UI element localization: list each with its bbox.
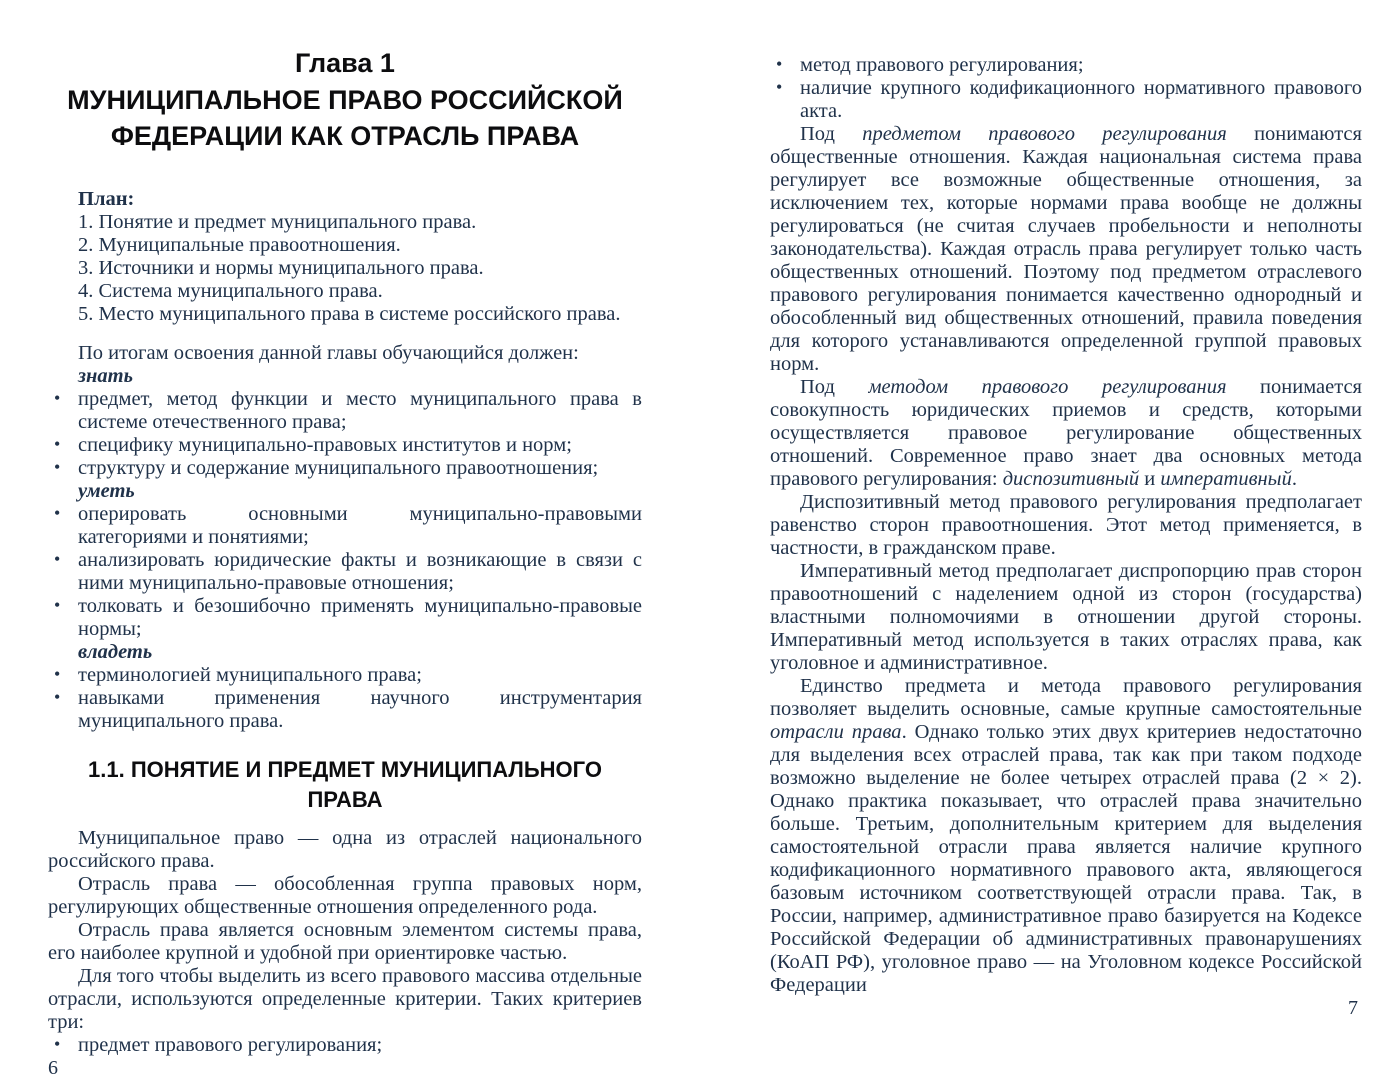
- plan-list: [78, 211, 642, 326]
- bullet-text: структуру и содержание муниципального правоотношения;: [78, 457, 599, 479]
- bullet-list-top: [770, 54, 1362, 123]
- section-heading: 1.1. ПОНЯТИЕ И ПРЕДМЕТ МУНИЦИПАЛЬНОГО ПРАВА: [88, 757, 602, 812]
- text-run: Под: [800, 376, 869, 398]
- bullet-text: толковать и безошибочно применять муниципально-правовые нормы;: [78, 595, 642, 640]
- bullet-text: терминологией муниципального права;: [78, 664, 422, 686]
- text-run: Муниципальное право — одна из отраслей национального российского права.: [48, 827, 642, 872]
- bullet-text: наличие крупного кодификационного нормативного правового акта.: [800, 77, 1362, 122]
- outcome-marker: владеть: [78, 641, 153, 663]
- paragraph: [48, 873, 642, 919]
- bullet-item: [770, 77, 1362, 123]
- text-run: Диспозитивный метод правового регулирования предполагает равенство сторон правоотношения. Этот метод применяется, в частности, в гражданском праве.: [770, 491, 1362, 559]
- bullet-marker-icon: •: [776, 54, 783, 74]
- bullet-marker-icon: •: [54, 595, 61, 615]
- text-run: Отрасль права является основным элементом системы права, его наиболее крупной и удобной при ориентировке частью.: [48, 919, 642, 964]
- paragraph: [770, 491, 1362, 560]
- bullet-marker-icon: •: [776, 77, 783, 97]
- bullet-text: оперировать основными муниципально-правовыми категориями и понятиями;: [78, 503, 642, 548]
- italic-run: методом правового регулирования: [868, 376, 1227, 398]
- bullet-item: [48, 549, 642, 595]
- paragraph: [770, 560, 1362, 675]
- plan-label: План:: [78, 188, 135, 210]
- text-run: Императивный метод предполагает диспропорцию прав сторон правоотношений с наделением одной из сторон (государства) властными полномочиями в отношении другой стороны. Императивный метод используется в таких отраслях права, как уголовное и административное.: [770, 560, 1362, 674]
- bullet-item: [48, 434, 642, 457]
- plan-item: 4. Система муниципального права.: [78, 280, 383, 302]
- text-run: понимается совокупность юридических приемов и средств, которыми осуществляется правовое регулирование общественных отношений. Современное право знает два основных метода правового регулирования:: [770, 376, 1362, 490]
- text-run: и: [1139, 468, 1161, 490]
- text-run: Отрасль права — обособленная группа правовых норм, регулирующих общественные отношения определенного рода.: [48, 873, 642, 918]
- plan-item: 5. Место муниципального права в системе российского права.: [78, 303, 621, 325]
- italic-run: императивный: [1160, 468, 1292, 490]
- paragraph: [48, 919, 642, 965]
- intro-paragraph: По итогам освоения данной главы обучающийся должен:: [78, 342, 579, 364]
- bullet-item: [48, 388, 642, 434]
- bullet-text: специфику муниципально-правовых институтов и норм;: [78, 434, 572, 456]
- bullet-marker-icon: •: [54, 549, 61, 569]
- bullet-item: [48, 687, 642, 733]
- bullet-text: анализировать юридические факты и возникающие в связи с ними муниципально-правовые отношения;: [78, 549, 642, 594]
- bullet-text: навыками применения научного инструментария муниципального права.: [78, 687, 642, 732]
- bullet-text: метод правового регулирования;: [800, 54, 1084, 76]
- bullet-item: [48, 503, 642, 549]
- text-run: Для того чтобы выделить из всего правового массива отдельные отрасли, используются определенные критерии. Таких критериев три:: [48, 965, 642, 1033]
- outcomes-list: [48, 365, 642, 733]
- body-paragraphs-right: [770, 123, 1362, 997]
- paragraph: [770, 123, 1362, 376]
- bullet-item: [48, 1034, 642, 1057]
- text-run: . Однако только этих двух критериев недостаточно для выделения всех отраслей права, так как при таком подходе возможно выделение не более четырех отраслей права (2 × 2). Однако практика показывает, что отраслей права значительно больше. Третьим, дополнительным критерием для выделения самостоятельной отрасли права является наличие крупного кодификационного нормативного правового акта, являющегося базовым источником соответствующей отрасли права. Так, в России, например, административное право базируется на Кодексе Российской Федерации об административных правонарушениях (КоАП РФ), уголовное право — на Уголовном кодексе Российской Федерации: [770, 721, 1362, 996]
- bullet-marker-icon: •: [54, 1034, 61, 1054]
- text-run: Единство предмета и метода правового регулирования позволяет выделить основные, самые крупные самостоятельные: [770, 675, 1362, 720]
- italic-run: диспозитивный: [1002, 468, 1140, 490]
- bullet-marker-icon: •: [54, 434, 61, 454]
- paragraph: [770, 376, 1362, 491]
- italic-run: предметом правового регулирования: [862, 123, 1227, 145]
- bullet-marker-icon: •: [54, 687, 61, 707]
- bullet-item: [48, 664, 642, 687]
- paragraph: [48, 827, 642, 873]
- bullet-item: [48, 595, 642, 641]
- page-number-right: 7: [1348, 997, 1358, 1019]
- plan-item: 2. Муниципальные правоотношения.: [78, 234, 401, 256]
- page-number-left: 6: [48, 1057, 58, 1079]
- outcome-marker: уметь: [78, 480, 135, 502]
- page-left: [48, 0, 642, 1080]
- plan-block: [48, 188, 642, 326]
- bullet-text: предмет, метод функции и место муниципального права в системе отечественного права;: [78, 388, 642, 433]
- italic-run: отрасли права: [770, 721, 902, 743]
- paragraph: [770, 675, 1362, 997]
- paragraph: [48, 965, 642, 1034]
- text-run: Под: [800, 123, 863, 145]
- text-run: понимаются общественные отношения. Каждая национальная система права регулирует все возможные общественные отношения, за исключением тех, которые нормами права вообще не должны регулироваться (не считая случаев пробельности и неполноты законодательства). Каждая отрасль права регулирует только часть общественных отношений. Поэтому под предметом отраслевого правового регулирования понимается качественно однородный и обособленный вид общественных отношений, правила поведения для которого устанавливаются определенной группой правовых норм.: [770, 123, 1362, 375]
- bullet-marker-icon: •: [54, 664, 61, 684]
- bullet-item: [770, 54, 1362, 77]
- bullet-marker-icon: •: [54, 457, 61, 477]
- bullet-marker-icon: •: [54, 503, 61, 523]
- criteria-list: [48, 1034, 642, 1057]
- chapter-title: МУНИЦИПАЛЬНОЕ ПРАВО РОССИЙСКОЙ ФЕДЕРАЦИИ КАК ОТРАСЛЬ ПРАВА: [67, 85, 623, 151]
- plan-item: 1. Понятие и предмет муниципального права.: [78, 211, 477, 233]
- outcome-marker: знать: [78, 365, 133, 387]
- bullet-marker-icon: •: [54, 388, 61, 408]
- text-run: .: [1291, 468, 1297, 490]
- bullet-item: [48, 457, 642, 480]
- bullet-text: предмет правового регулирования;: [78, 1034, 383, 1056]
- plan-item: 3. Источники и нормы муниципального права.: [78, 257, 484, 279]
- chapter-label: Глава 1: [295, 48, 395, 78]
- body-paragraphs-left: [48, 827, 642, 1034]
- page-right: [770, 0, 1362, 1080]
